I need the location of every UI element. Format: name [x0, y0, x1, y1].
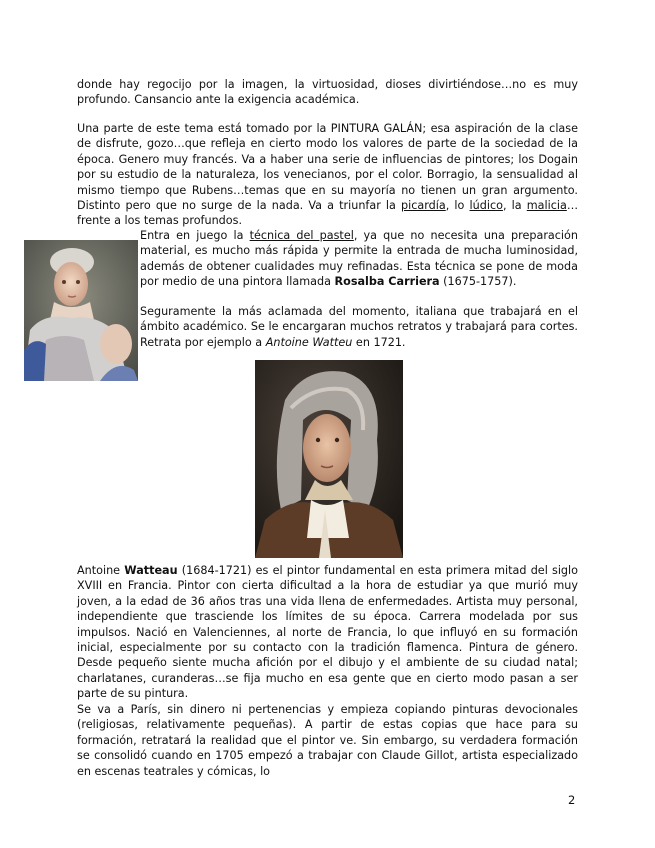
text-separator: , lo: [445, 199, 470, 213]
page-number: 2: [568, 793, 576, 807]
paragraph-5: [77, 563, 578, 702]
underlined-picardia: picardía: [401, 199, 446, 213]
paragraph-3-middle: , ya que no necesita una preparación material, es mucho más rápida y permite la entrada de mucha luminosidad, además de obtener cualidades muy refinadas. Esta técnica se pone de moda por medio de una pintora llamada: [140, 229, 578, 289]
paragraph-2: [77, 121, 578, 229]
paragraph-2-text: Una parte de este tema está tomado por la PINTURA GALÁN; esa aspiración de la clase de disfrute, gozo…que refleja en cierto modo los valores de parte de la sociedad de la época. Genero muy francés. Va a haber una serie de influencias de pintores; los Dogain por su estudio de la naturaleza, los venecianos, por el color. Borragio, la sensualidad al mismo tiempo que Rubens…temas que en su mayoría no tienen un gran argumento. Distinto pero que no surge de la nada. Va a triunfar la: [77, 122, 578, 213]
bold-rosalba-carriera: Rosalba Carriera: [334, 275, 440, 289]
paragraph-5-text: Antoine: [77, 564, 125, 577]
underlined-ludico: lúdico: [469, 199, 503, 213]
portrait-painting-icon: [255, 360, 403, 558]
paragraph-4: [140, 304, 578, 350]
paragraph-5-body: (1684-1721) es el pintor fundamental en esta primera mitad del siglo XVIII en Francia. Pintor con cierta dificultad a la hora de estudiar ya que murió muy joven, a la edad de 36 años tras una vida llena de enfermedades. Artista muy personal, independiente que trasciende los límites de su época. Carrera modelada por sus impulsos. Nació en Valenciennes, al norte de Francia, lo que influyó en su formación inicial, especialmente por su contacto con la tradición flamenca. Pintura de género. Desde pequeño siente mucha afición por el dibujo y el ambiente de su ciudad natal; charlatanes, curanderas…se fija mucho en esa gente que en cierto modo pasan a ser parte de su pintura.: [77, 564, 578, 701]
paragraph-6-text: Se va a París, sin dinero ni pertenencias y empieza copiando pinturas devocionales (religiosas, relativamente pequeñas). A partir de estas copias que hace para su formación, retratará la realidad que el pintor ve. Sin embargo, su verdadera formación se consolidó cuando en 1705 empezó a trabajar con Claude Gillot, artista especializado en escenas teatrales y cómicas, lo: [77, 703, 578, 778]
portrait-painting-icon: [24, 240, 138, 381]
paragraph-1-text: donde hay regocijo por la imagen, la virtuosidad, dioses divirtiéndose…no es muy profundo. Cansancio ante la exigencia académica.: [77, 78, 578, 107]
rosalba-carriera-portrait-image: [24, 240, 138, 381]
italic-antoine-watteu: Antoine Watteu: [265, 335, 353, 349]
paragraph-3-text: Entra en juego la: [140, 229, 250, 242]
paragraph-1: [77, 77, 578, 108]
underlined-malicia: malicia: [526, 199, 567, 213]
paragraph-3: [140, 228, 578, 290]
underlined-tecnica-del-pastel: técnica del pastel: [249, 229, 354, 242]
paragraph-3-end: (1675-1757).: [439, 275, 517, 289]
paragraph-6: [77, 702, 578, 779]
text-separator: , la: [502, 199, 527, 213]
paragraph-4-text: Seguramente la más aclamada del momento, italiana que trabajará en el ámbito académico. Se le encargaran muchos retratos y trabajará para cortes. Retrata por ejemplo a: [140, 305, 578, 349]
paragraph-4-end: en 1721.: [352, 335, 406, 349]
paragraph-2-end: …frente a los temas profundos.: [77, 199, 579, 228]
bold-watteau: Watteau: [124, 564, 178, 577]
watteau-portrait-image: [255, 360, 403, 558]
